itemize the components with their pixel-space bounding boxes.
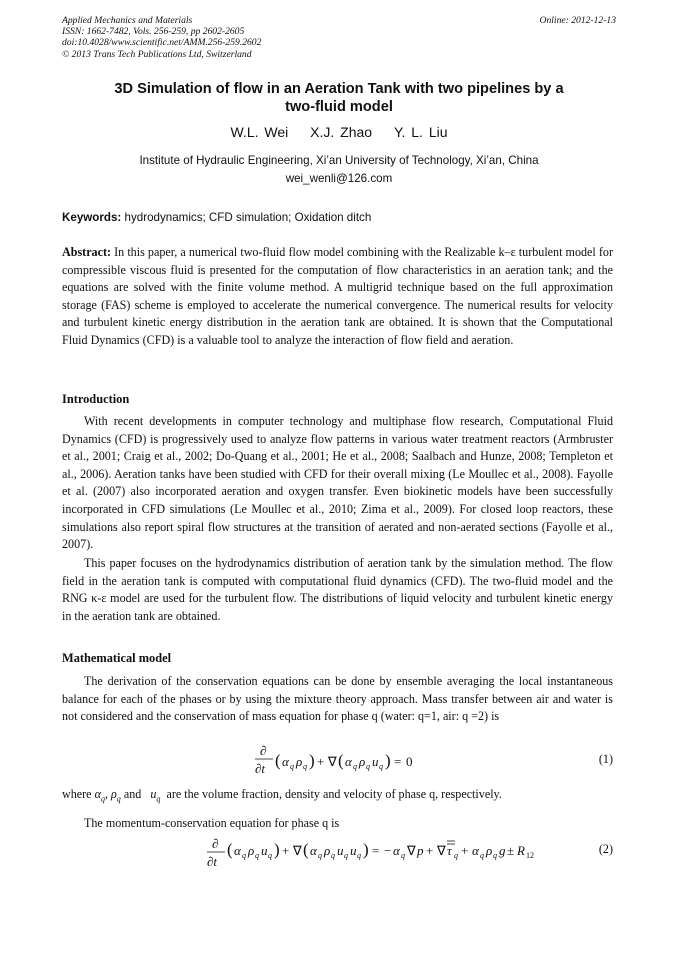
svg-text:α: α xyxy=(282,754,289,769)
equation-2-number: (2) xyxy=(598,842,613,856)
equation-1-number: (1) xyxy=(598,752,613,766)
svg-text:∇: ∇ xyxy=(407,843,416,858)
where-word: where xyxy=(62,787,92,801)
svg-text:u: u xyxy=(261,843,268,858)
equation-1-formula xyxy=(254,742,434,778)
svg-text:q: q xyxy=(255,851,259,860)
svg-text:α: α xyxy=(393,843,400,858)
svg-text:(: ( xyxy=(338,751,344,770)
svg-text:∂t: ∂t xyxy=(255,761,266,776)
svg-text:u: u xyxy=(337,843,344,858)
abstract-text: In this paper, a numerical two-fluid flow model combining with the Realizable k–ε turbulent model for compressible viscous fluid is presented for the computation of flow characteristics in an aeration tank; and the equations are solved with the finite volume method. A multigrid technique based on the full approximation storage (FAS) scheme is employed to accelerate the numerical convergence. The numerical results for velocity and turbulent kinetic energy distribution in the aeration tank are obtained. It is shown that the Computational Fluid Dynamics (CFD) is a valuable tool to analyze the interaction of flow field and aeration. xyxy=(62,245,613,347)
equation-2-formula xyxy=(206,835,546,873)
svg-text:∇: ∇ xyxy=(328,754,337,769)
svg-text:±: ± xyxy=(507,843,515,858)
keywords-text: hydrodynamics; CFD simulation; Oxidation ditch xyxy=(124,211,372,224)
svg-text:∂: ∂ xyxy=(212,836,219,851)
svg-text:ρ: ρ xyxy=(359,754,366,769)
variable-definition: where $\alpha_q$, $\rho_q$ and $u_q$ are the volume fraction, density and velocity of phase q, respectively. xyxy=(62,787,502,804)
svg-text:p: p xyxy=(417,843,424,858)
svg-text:q: q xyxy=(480,851,484,860)
paper-title xyxy=(62,80,616,116)
svg-text:q: q xyxy=(401,851,405,860)
svg-text:+: + xyxy=(282,843,290,858)
svg-text:q: q xyxy=(366,762,370,771)
abstract-label: Abstract: xyxy=(62,245,112,259)
issn-line: ISSN: 1662-7482, Vols. 256-259, pp 2602-2605 xyxy=(62,26,245,38)
svg-text:q: q xyxy=(331,851,335,860)
author-list xyxy=(62,124,616,141)
svg-text:τ: τ xyxy=(447,843,452,858)
abstract xyxy=(62,244,613,350)
svg-text:(: ( xyxy=(275,751,281,770)
svg-text:u: u xyxy=(350,843,357,858)
model-heading: Mathematical model xyxy=(62,651,172,665)
svg-text:q: q xyxy=(290,762,294,771)
svg-text:): ) xyxy=(274,840,280,859)
keywords xyxy=(62,210,616,225)
svg-text:ρ: ρ xyxy=(296,754,303,769)
svg-text:α: α xyxy=(345,754,352,769)
journal-header xyxy=(62,15,616,60)
svg-text:q: q xyxy=(318,851,322,860)
keywords-label: Keywords: xyxy=(62,211,122,224)
svg-text:q: q xyxy=(268,851,272,860)
equation-1 xyxy=(62,742,613,782)
title-line-1: 3D Simulation of flow in an Aeration Tank with two pipelines by a xyxy=(114,81,564,97)
rho-symbol: $\rho_q$ xyxy=(110,787,121,804)
svg-text:g: g xyxy=(499,843,506,858)
svg-text:+: + xyxy=(317,754,325,769)
affiliation: Institute of Hydraulic Engineering, Xi’an University of Technology, Xi’an, China xyxy=(139,154,539,167)
svg-text:(: ( xyxy=(227,840,233,859)
model-paragraph-2: The momentum-conservation equation for phase q is xyxy=(84,816,340,830)
model-paragraph-1: The derivation of the conservation equations can be done by ensemble averaging the local instantaneous balance for each of the phases or by using the mixture theory approach. Mass transfer between air and water is not considered and the conservation of mass equation for phase q (water: q=1, air: q =2) is xyxy=(62,674,613,724)
intro-paragraph-2: This paper focuses on the hydrodynamics distribution of aeration tank by the simulation method. The flow field in the aeration tank is computed with computational fluid dynamics (CFD). The two-fluid model and the RNG κ-ε model are used for the turbulent flow. The distributions of liquid velocity and turbulent kinetic energy in the aeration tank are obtained. xyxy=(62,556,613,623)
svg-text:+: + xyxy=(426,843,434,858)
svg-text:ρ: ρ xyxy=(324,843,331,858)
svg-text:q: q xyxy=(454,851,458,860)
svg-text:q: q xyxy=(242,851,246,860)
svg-text:q: q xyxy=(303,762,307,771)
svg-text:0: 0 xyxy=(406,754,413,769)
author: W.L. Wei xyxy=(230,124,289,140)
svg-text:α: α xyxy=(472,843,479,858)
u-symbol: $u_q$ xyxy=(150,787,161,804)
svg-text:q: q xyxy=(353,762,357,771)
copyright-line: © 2013 Trans Tech Publications Ltd, Switzerland xyxy=(62,48,252,60)
svg-text:12: 12 xyxy=(526,851,534,860)
online-date: Online: 2012-12-13 xyxy=(539,15,616,26)
svg-text:α: α xyxy=(234,843,241,858)
alpha-symbol: $\alpha_q$ xyxy=(94,787,105,804)
svg-text:q: q xyxy=(344,851,348,860)
intro-paragraph-1: With recent developments in computer technology and multiphase flow research, Computational Fluid Dynamics (CFD) is progressively used to analyze flow patterns in various water treatment reactors (Armbruster et al., 2001; Craig et al., 2002; Do-Quang et al., 2001; He et al., 2008; Saalbach and Hunze, 2008; Templeton et al., 2006). Aeration tanks have been studied with CFD for their overall mixing (Le Moullec et al., 2008). Fayolle et al. (2007) also incorporated aeration and oxygen transfer. Even biokinetic models have been successfully incorporated in CFD simulations (Le Moullec et al., 2010; Zima et al., 2009). For closed loop reactors, these simulations also report spiral flow structures at the transition of aerated and non-aerated sections (Fayolle et al., 2007). xyxy=(62,414,613,552)
svg-text:=: = xyxy=(372,843,380,858)
svg-text:): ) xyxy=(363,840,369,859)
author: X.J. Zhao xyxy=(310,124,373,140)
svg-text:q: q xyxy=(357,851,361,860)
svg-text:∂: ∂ xyxy=(260,743,267,758)
and-word: and xyxy=(123,787,142,801)
svg-text:=: = xyxy=(394,754,402,769)
svg-text:(: ( xyxy=(303,840,309,859)
svg-text:∂t: ∂t xyxy=(207,854,218,869)
svg-text:α: α xyxy=(310,843,317,858)
svg-text:): ) xyxy=(385,751,391,770)
svg-text:q: q xyxy=(493,851,497,860)
equation-2 xyxy=(62,835,613,875)
doi-line: doi:10.4028/www.scientific.net/AMM.256-259.2602 xyxy=(62,37,262,49)
email-link[interactable]: wei_wenli@126.com xyxy=(285,171,393,185)
svg-text:): ) xyxy=(309,751,315,770)
journal-name: Applied Mechanics and Materials xyxy=(62,15,193,26)
svg-text:+: + xyxy=(461,843,469,858)
svg-text:−: − xyxy=(384,843,392,858)
svg-text:ρ: ρ xyxy=(248,843,255,858)
svg-text:∇: ∇ xyxy=(437,843,446,858)
introduction-heading: Introduction xyxy=(62,392,130,406)
svg-text:q: q xyxy=(379,762,383,771)
author: Y. L. Liu xyxy=(393,124,448,140)
title-line-2: two-fluid model xyxy=(285,99,393,115)
svg-text:ρ: ρ xyxy=(486,843,493,858)
affiliation-block xyxy=(62,152,616,187)
definition-text: are the volume fraction, density and velocity of phase q, respectively. xyxy=(166,787,502,801)
svg-text:u: u xyxy=(372,754,379,769)
svg-text:R: R xyxy=(517,843,525,858)
svg-text:∇: ∇ xyxy=(293,843,302,858)
